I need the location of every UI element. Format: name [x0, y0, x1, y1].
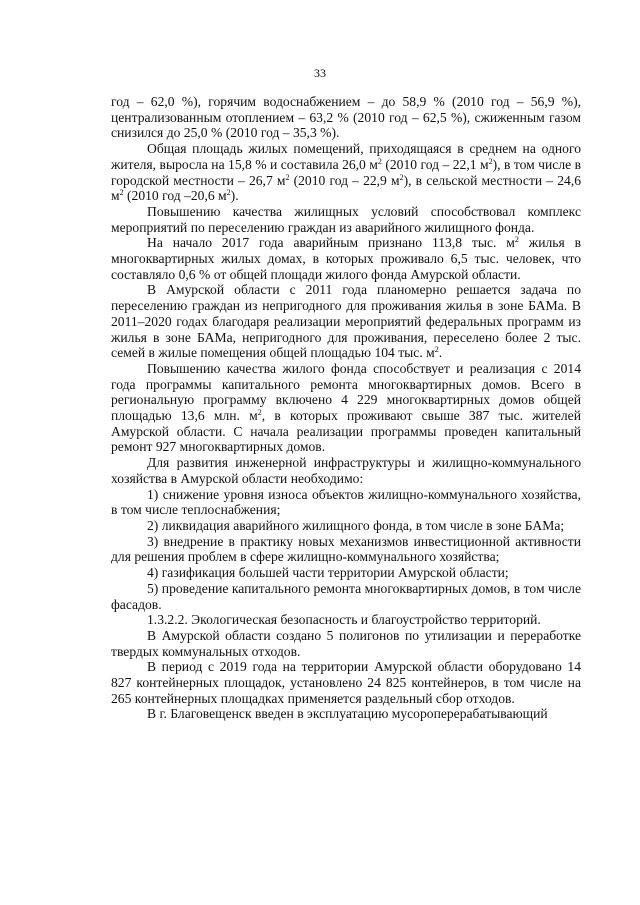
text-run: , в которых проживают свыше 387 тыс. жителей Амурской области. С начала реализации программы проведен капитальный ремонт 927 многоквартирных домов.	[111, 408, 581, 455]
text-run: 1) снижение уровня износа объектов жилищно-коммунального хозяйства, в том числе теплоснабжения;	[111, 486, 581, 518]
body-paragraph	[111, 706, 581, 722]
body-paragraph	[111, 94, 581, 141]
text-run: 5) проведение капитального ремонта многоквартирных домов, в том числе фасадов.	[111, 580, 581, 612]
text-run: (2010 год – 22,9 м	[289, 172, 400, 188]
text-run: (2010 год –20,6 м	[123, 188, 227, 204]
text-run: В Амурской области создано 5 полигонов по утилизации и переработке твердых коммунальных отходов.	[111, 627, 581, 659]
superscript: 2	[285, 172, 290, 182]
text-run: 4) газификация большей части территории Амурской области;	[147, 565, 509, 581]
body-paragraph	[111, 282, 581, 361]
text-run: Повышению качества жилого фонда способствует и реализация с 2014 года программы капитального ремонта многоквартирных домов. Всего в региональную программу включено 4 229 многоквартирных домов общей площадью 13,6 млн. м	[111, 360, 581, 424]
text-run: В г. Благовещенск введен в эксплуатацию мусороперерабатывающий	[147, 706, 548, 722]
text-run: ).	[230, 188, 239, 204]
body-paragraph	[111, 235, 581, 282]
body-paragraph	[111, 581, 581, 612]
superscript: 2	[119, 188, 124, 198]
text-run: ), в сельской местности – 24,6 м	[111, 172, 582, 204]
superscript: 2	[399, 172, 404, 182]
text-run: 2) ликвидация аварийного жилищного фонда, в том числе в зоне БАМа;	[147, 517, 565, 533]
text-run: Повышению качества жилищных условий способствовал комплекс мероприятий по переселению граждан из аварийного жилищного фонда.	[111, 203, 581, 235]
body-paragraph	[111, 518, 581, 534]
page-number: 33	[314, 66, 326, 80]
body-paragraph	[111, 659, 581, 706]
superscript: 2	[257, 408, 262, 418]
superscript: 2	[514, 235, 519, 245]
body-paragraph	[111, 628, 581, 659]
body-paragraph	[111, 534, 581, 565]
body-paragraph	[111, 487, 581, 518]
text-run: жилья в многоквартирных жилых домах, в которых проживало 6,5 тыс. человек, что составляло 0,6 % от общей площади жилого фонда Амурской области.	[111, 235, 581, 282]
body-paragraph	[111, 204, 581, 235]
text-run: На начало 2017 года аварийным признано 113,8 тыс. м	[147, 235, 515, 251]
text-run: В Амурской области с 2011 года планомерно решается задача по переселению граждан из непригодного для проживания жилья в зоне БАМа. В 2011–2020 годах благодаря реализации мероприятий федеральных программ из жилья в зоне БАМа, непригодного для проживания, переселено более 2 тыс. семей в жилые помещения общей площадью 104 тыс. м	[111, 282, 581, 361]
superscript: 2	[434, 345, 439, 355]
body-paragraph	[111, 141, 581, 204]
text-run: Для развития инженерной инфраструктуры и жилищно-коммунального хозяйства в Амурской области необходимо:	[111, 455, 581, 486]
body-paragraph	[111, 361, 581, 455]
superscript: 2	[377, 156, 382, 166]
text-run: ), в том числе в городской местности – 26,7 м	[111, 156, 581, 188]
text-run: В период с 2019 года на территории Амурской области оборудовано 14 827 контейнерных площадок, установлено 24 825 контейнеров, в том числе на 265 контейнерных площадках применяется раздельный сбор отходов.	[111, 659, 581, 706]
section-heading	[111, 612, 581, 628]
text-run: Общая площадь жилых помещений, приходящаяся в среднем на одного жителя, выросла на 15,8 % и составила 26,0 м	[111, 141, 581, 172]
text-run: год – 62,0 %), горячим водоснабжением – до 58,9 % (2010 год – 56,9 %), централизованным отоплением – 63,2 % (2010 год – 62,5 %), сжиженным газом снизился до 25,0 % (2010 год – 35,3 %).	[111, 94, 581, 141]
text-run: 3) внедрение в практику новых механизмов инвестиционной активности для решения проблем в сфере жилищно-коммунального хозяйства;	[111, 533, 581, 565]
text-run: (2010 год – 22,1 м	[381, 156, 489, 172]
text-run: 1.3.2.2. Экологическая безопасность и благоустройство территорий.	[147, 612, 541, 628]
document-body	[111, 94, 581, 722]
body-paragraph	[111, 455, 581, 486]
superscript: 2	[226, 188, 231, 198]
text-run: .	[438, 345, 443, 361]
superscript: 2	[488, 156, 493, 166]
body-paragraph	[111, 565, 581, 581]
